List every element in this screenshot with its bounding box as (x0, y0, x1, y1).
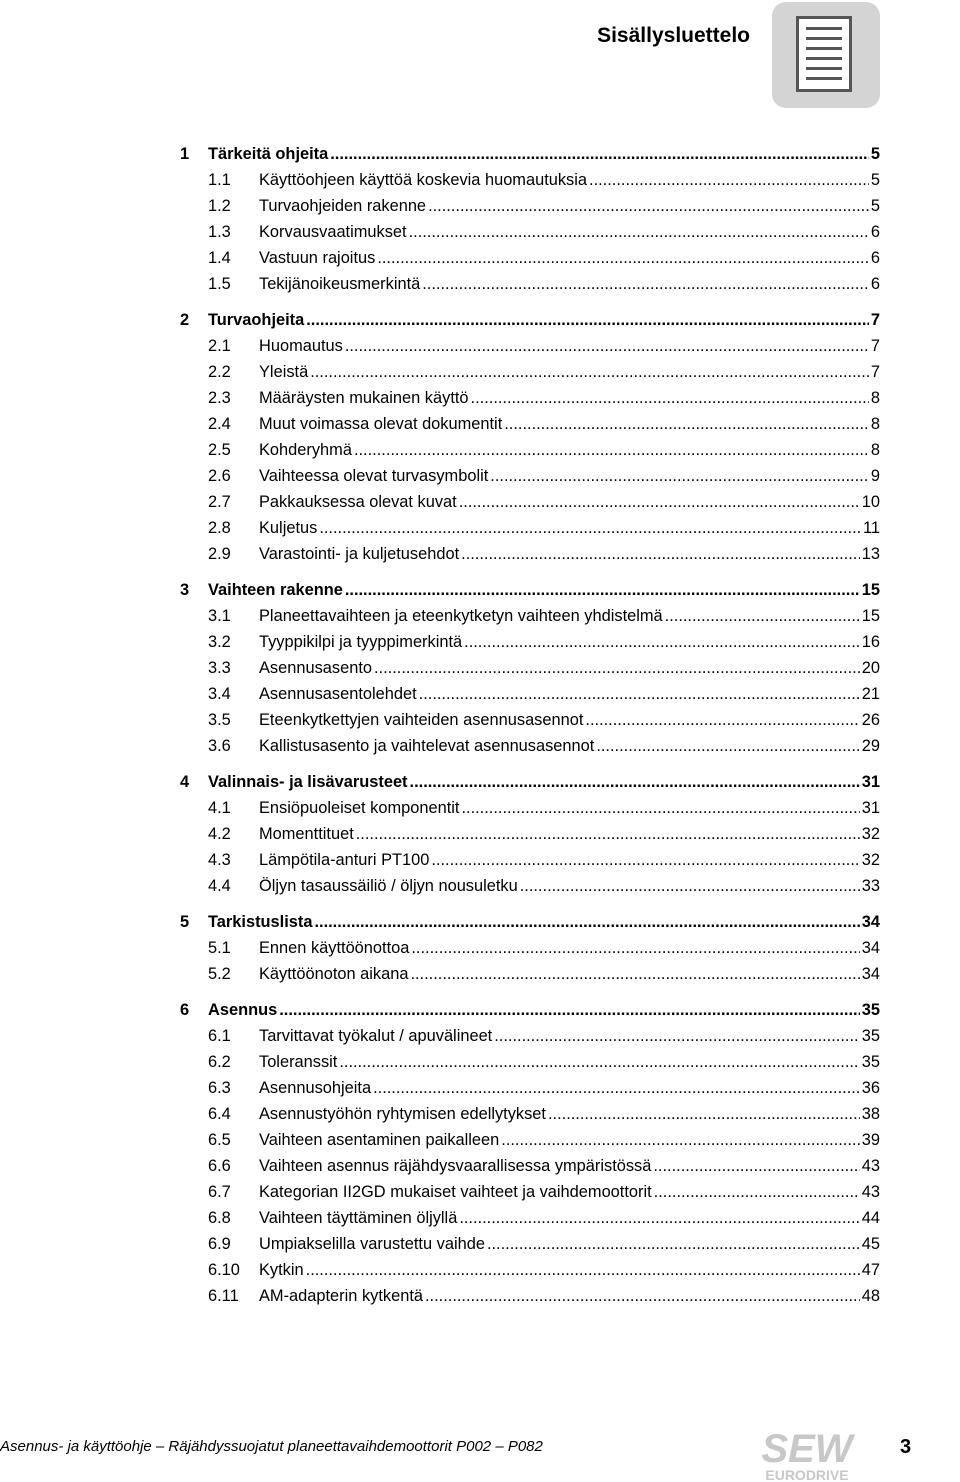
toc-number: 6.9 (208, 1235, 231, 1253)
toc-number: 6.10 (208, 1261, 240, 1279)
toc-title: Kytkin (259, 1261, 304, 1279)
toc-number: 3 (180, 581, 190, 599)
toc-section-entry[interactable] (180, 847, 880, 873)
toc-number: 3.2 (208, 633, 231, 651)
toc-page-number: 13 (861, 545, 880, 563)
toc-chapter (180, 141, 880, 297)
toc-dot-leader (464, 629, 860, 655)
toc-number: 6.1 (208, 1027, 231, 1045)
toc-page-number: 29 (861, 737, 880, 755)
toc-dot-leader (425, 1283, 860, 1309)
toc-page-number: 32 (861, 825, 880, 843)
toc-chapter (180, 909, 880, 987)
toc-number: 1.4 (208, 249, 231, 267)
toc-number: 6 (180, 1001, 190, 1019)
toc-dot-leader (596, 733, 859, 759)
toc-page-number: 7 (870, 363, 880, 381)
toc-page-number: 35 (861, 1001, 880, 1019)
toc-title: Tarkistuslista (208, 913, 313, 931)
toc-title: Umpiakselilla varustettu vaihde (259, 1235, 485, 1253)
toc-dot-leader (319, 515, 861, 541)
toc-title: Tekijänoikeusmerkintä (259, 275, 421, 293)
toc-section-entry[interactable] (180, 1179, 880, 1205)
toc-title: Asennusasento (259, 659, 372, 677)
toc-page-number: 44 (861, 1209, 880, 1227)
toc-chapter (180, 577, 880, 759)
toc-page-number: 45 (861, 1235, 880, 1253)
toc-title: Käyttöohjeen käyttöä koskevia huomautuksia (259, 171, 588, 189)
toc-page-number: 8 (870, 389, 880, 407)
toc-number: 2.2 (208, 363, 231, 381)
toc-title: Korvausvaatimukset (259, 223, 407, 241)
toc-section-entry[interactable] (180, 655, 880, 681)
toc-page-number: 31 (861, 773, 880, 791)
toc-page-number: 48 (861, 1287, 880, 1305)
toc-chapter-entry[interactable] (180, 769, 880, 795)
toc-number: 1.1 (208, 171, 231, 189)
toc-page-number: 16 (861, 633, 880, 651)
toc-section-entry[interactable] (180, 629, 880, 655)
toc-page-number: 21 (861, 685, 880, 703)
toc-title: Ennen käyttöönottoa (259, 939, 410, 957)
toc-number: 2.4 (208, 415, 231, 433)
toc-page-number: 43 (861, 1183, 880, 1201)
toc-number: 2.8 (208, 519, 231, 537)
toc-section-entry[interactable] (180, 1127, 880, 1153)
toc-dot-leader (461, 795, 859, 821)
toc-title: Vaihteessa olevat turvasymbolit (259, 467, 489, 485)
toc-section-entry[interactable] (180, 681, 880, 707)
toc-section-entry[interactable] (180, 1257, 880, 1283)
toc-chapter (180, 769, 880, 899)
toc-title: Vaihteen rakenne (208, 581, 343, 599)
toc-number: 2.5 (208, 441, 231, 459)
toc-dot-leader (339, 1049, 859, 1075)
toc-dot-leader (654, 1179, 860, 1205)
toc-dot-leader (419, 681, 860, 707)
toc-section-entry[interactable] (180, 1205, 880, 1231)
toc-page-number: 32 (861, 851, 880, 869)
toc-page-number: 34 (861, 965, 880, 983)
toc-number: 6.8 (208, 1209, 231, 1227)
toc-dot-leader (459, 1205, 859, 1231)
toc-section-entry[interactable] (180, 271, 880, 297)
toc-page-number: 11 (862, 519, 880, 537)
toc-dot-leader (431, 847, 859, 873)
toc-title: Ensiöpuoleiset komponentit (259, 799, 460, 817)
toc-page-number: 35 (861, 1053, 880, 1071)
toc-dot-leader (345, 333, 869, 359)
toc-number: 6.4 (208, 1105, 231, 1123)
toc-section-entry[interactable] (180, 603, 880, 629)
toc-section-entry[interactable] (180, 219, 880, 245)
toc-section-entry[interactable] (180, 167, 880, 193)
toc-dot-leader (279, 997, 860, 1023)
toc-section-entry[interactable] (180, 385, 880, 411)
page-title: Sisällysluettelo (597, 24, 750, 47)
toc-section-entry[interactable] (180, 1075, 880, 1101)
toc-dot-leader (461, 541, 860, 567)
toc-section-entry[interactable] (180, 1101, 880, 1127)
toc-title: Asennusohjeita (259, 1079, 372, 1097)
toc-section-entry[interactable] (180, 463, 880, 489)
toc-title: Lämpötila-anturi PT100 (259, 851, 430, 869)
toc-title: Turvaohjeiden rakenne (259, 197, 427, 215)
toc-number: 4.4 (208, 877, 231, 895)
toc-number: 1.3 (208, 223, 231, 241)
toc-dot-leader (377, 245, 869, 271)
toc-page-number: 47 (861, 1261, 880, 1279)
toc-section-entry[interactable] (180, 795, 880, 821)
toc-title: Yleistä (259, 363, 309, 381)
toc-title: Kohderyhmä (259, 441, 352, 459)
toc-page-number: 6 (870, 223, 880, 241)
toc-dot-leader (373, 1075, 860, 1101)
toc-title: Vastuun rajoitus (259, 249, 376, 267)
document-list-icon (772, 2, 880, 108)
toc-title: Tyyppikilpi ja tyyppimerkintä (259, 633, 463, 651)
toc-page-number: 26 (861, 711, 880, 729)
toc-title: Asennustyöhön ryhtymisen edellytykset (259, 1105, 546, 1123)
toc-section-entry[interactable] (180, 1023, 880, 1049)
svg-text:SEW: SEW (761, 1428, 853, 1471)
toc-chapter (180, 307, 880, 567)
toc-title: Varastointi- ja kuljetusehdot (259, 545, 460, 563)
toc-section-entry[interactable] (180, 1153, 880, 1179)
toc-title: Eteenkytkettyjen vaihteiden asennusasennot (259, 711, 584, 729)
toc-number: 5.1 (208, 939, 231, 957)
toc-number: 4.1 (208, 799, 231, 817)
toc-dot-leader (428, 193, 869, 219)
toc-title: Vaihteen täyttäminen öljyllä (259, 1209, 458, 1227)
footer-text: Asennus- ja käyttöohje – Räjähdyssuojatut planeettavaihdemoottorit P002 – P082 (0, 1438, 543, 1455)
toc-chapter-entry[interactable] (180, 909, 880, 935)
toc-section-entry[interactable] (180, 245, 880, 271)
toc-dot-leader (306, 307, 869, 333)
toc-number: 2.3 (208, 389, 231, 407)
toc-dot-leader (548, 1101, 860, 1127)
toc-dot-leader (494, 1023, 860, 1049)
toc-number: 3.1 (208, 607, 231, 625)
toc-title: Vaihteen asennus räjähdysvaarallisessa ympäristössä (259, 1157, 652, 1175)
toc-section-entry[interactable] (180, 1283, 880, 1309)
toc-title: AM-adapterin kytkentä (259, 1287, 423, 1305)
toc-number: 6.5 (208, 1131, 231, 1149)
toc-title: Planeettavaihteen ja eteenkytketyn vaihteen yhdistelmä (259, 607, 663, 625)
toc-dot-leader (354, 437, 869, 463)
toc-number: 4.2 (208, 825, 231, 843)
toc-section-entry[interactable] (180, 193, 880, 219)
sew-eurodrive-logo (752, 1428, 862, 1482)
toc-page-number: 7 (870, 337, 880, 355)
toc-section-entry[interactable] (180, 873, 880, 899)
toc-number: 2.7 (208, 493, 231, 511)
svg-text:EURODRIVE: EURODRIVE (765, 1467, 849, 1482)
toc-title: Toleranssit (259, 1053, 338, 1071)
toc-number: 1.5 (208, 275, 231, 293)
toc-number: 4 (180, 773, 190, 791)
toc-dot-leader (589, 167, 869, 193)
toc-title: Momenttituet (259, 825, 354, 843)
toc-dot-leader (459, 489, 860, 515)
toc-dot-leader (345, 577, 860, 603)
toc-number: 6.6 (208, 1157, 231, 1175)
toc-title: Pakkauksessa olevat kuvat (259, 493, 457, 511)
toc-number: 6.7 (208, 1183, 231, 1201)
toc-number: 2.6 (208, 467, 231, 485)
toc-number: 4.3 (208, 851, 231, 869)
toc-page-number: 15 (861, 607, 880, 625)
toc-dot-leader (501, 1127, 860, 1153)
toc-section-entry[interactable] (180, 411, 880, 437)
toc-title: Öljyn tasaussäiliö / öljyn nousuletku (259, 877, 518, 895)
toc-dot-leader (653, 1153, 859, 1179)
toc-number: 1.2 (208, 197, 231, 215)
toc-number: 1 (180, 145, 190, 163)
toc-title: Kallistusasento ja vaihtelevat asennusasennot (259, 737, 595, 755)
toc-section-entry[interactable] (180, 437, 880, 463)
toc-chapter-entry[interactable] (180, 307, 880, 333)
toc-number: 2 (180, 311, 190, 329)
toc-number: 5 (180, 913, 190, 931)
toc-page-number: 10 (861, 493, 880, 511)
toc-dot-leader (490, 463, 869, 489)
toc-page-number: 5 (870, 197, 880, 215)
toc-dot-leader (410, 769, 860, 795)
toc-dot-leader (422, 271, 869, 297)
toc-section-entry[interactable] (180, 733, 880, 759)
toc-dot-leader (520, 873, 860, 899)
toc-page-number: 43 (861, 1157, 880, 1175)
toc-title: Käyttöönoton aikana (259, 965, 409, 983)
toc-number: 6.2 (208, 1053, 231, 1071)
toc-dot-leader (409, 219, 869, 245)
toc-page-number: 34 (861, 913, 880, 931)
toc-number: 2.9 (208, 545, 231, 563)
toc-dot-leader (471, 385, 869, 411)
toc-section-entry[interactable] (180, 707, 880, 733)
toc-number: 6.11 (208, 1287, 239, 1305)
toc-page-number: 15 (861, 581, 880, 599)
toc-title: Kuljetus (259, 519, 318, 537)
toc-dot-leader (504, 411, 869, 437)
toc-chapter-entry[interactable] (180, 577, 880, 603)
toc-dot-leader (356, 821, 860, 847)
toc-page-number: 9 (870, 467, 880, 485)
table-of-contents (180, 141, 880, 1319)
toc-dot-leader (314, 909, 859, 935)
toc-section-entry[interactable] (180, 541, 880, 567)
toc-page-number: 33 (861, 877, 880, 895)
page-number: 3 (900, 1436, 912, 1458)
toc-section-entry[interactable] (180, 489, 880, 515)
toc-number: 3.4 (208, 685, 231, 703)
toc-section-entry[interactable] (180, 935, 880, 961)
toc-title: Tärkeitä ohjeita (208, 145, 329, 163)
toc-page-number: 38 (861, 1105, 880, 1123)
toc-dot-leader (310, 359, 869, 385)
toc-dot-leader (374, 655, 860, 681)
toc-number: 3.5 (208, 711, 231, 729)
toc-chapter-entry[interactable] (180, 997, 880, 1023)
toc-page-number: 8 (870, 441, 880, 459)
toc-number: 2.1 (208, 337, 231, 355)
toc-dot-leader (665, 603, 860, 629)
toc-chapter (180, 997, 880, 1309)
toc-title: Tarvittavat työkalut / apuvälineet (259, 1027, 493, 1045)
toc-section-entry[interactable] (180, 1049, 880, 1075)
toc-title: Määräysten mukainen käyttö (259, 389, 469, 407)
toc-section-entry[interactable] (180, 359, 880, 385)
toc-page-number: 6 (870, 249, 880, 267)
toc-page-number: 6 (870, 275, 880, 293)
toc-title: Muut voimassa olevat dokumentit (259, 415, 503, 433)
toc-page-number: 5 (870, 145, 880, 163)
toc-number: 5.2 (208, 965, 231, 983)
toc-page-number: 35 (861, 1027, 880, 1045)
toc-title: Valinnais- ja lisävarusteet (208, 773, 408, 791)
toc-page-number: 7 (870, 311, 880, 329)
toc-dot-leader (330, 141, 869, 167)
toc-number: 6.3 (208, 1079, 231, 1097)
toc-page-number: 34 (861, 939, 880, 957)
toc-page-number: 20 (861, 659, 880, 677)
toc-dot-leader (585, 707, 859, 733)
toc-section-entry[interactable] (180, 961, 880, 987)
toc-number: 3.6 (208, 737, 231, 755)
toc-dot-leader (487, 1231, 860, 1257)
toc-section-entry[interactable] (180, 821, 880, 847)
toc-title: Huomautus (259, 337, 343, 355)
toc-title: Vaihteen asentaminen paikalleen (259, 1131, 500, 1149)
toc-section-entry[interactable] (180, 1231, 880, 1257)
toc-page-number: 8 (870, 415, 880, 433)
toc-chapter-entry[interactable] (180, 141, 880, 167)
toc-section-entry[interactable] (180, 515, 880, 541)
toc-page-number: 39 (861, 1131, 880, 1149)
toc-page-number: 31 (861, 799, 880, 817)
toc-title: Kategorian II2GD mukaiset vaihteet ja vaihdemoottorit (259, 1183, 652, 1201)
toc-title: Turvaohjeita (208, 311, 305, 329)
toc-page-number: 36 (861, 1079, 880, 1097)
toc-dot-leader (410, 961, 859, 987)
toc-page-number: 5 (870, 171, 880, 189)
toc-number: 3.3 (208, 659, 231, 677)
toc-title: Asennus (208, 1001, 278, 1019)
toc-section-entry[interactable] (180, 333, 880, 359)
toc-title: Asennusasentolehdet (259, 685, 417, 703)
toc-dot-leader (411, 935, 859, 961)
toc-dot-leader (306, 1257, 860, 1283)
